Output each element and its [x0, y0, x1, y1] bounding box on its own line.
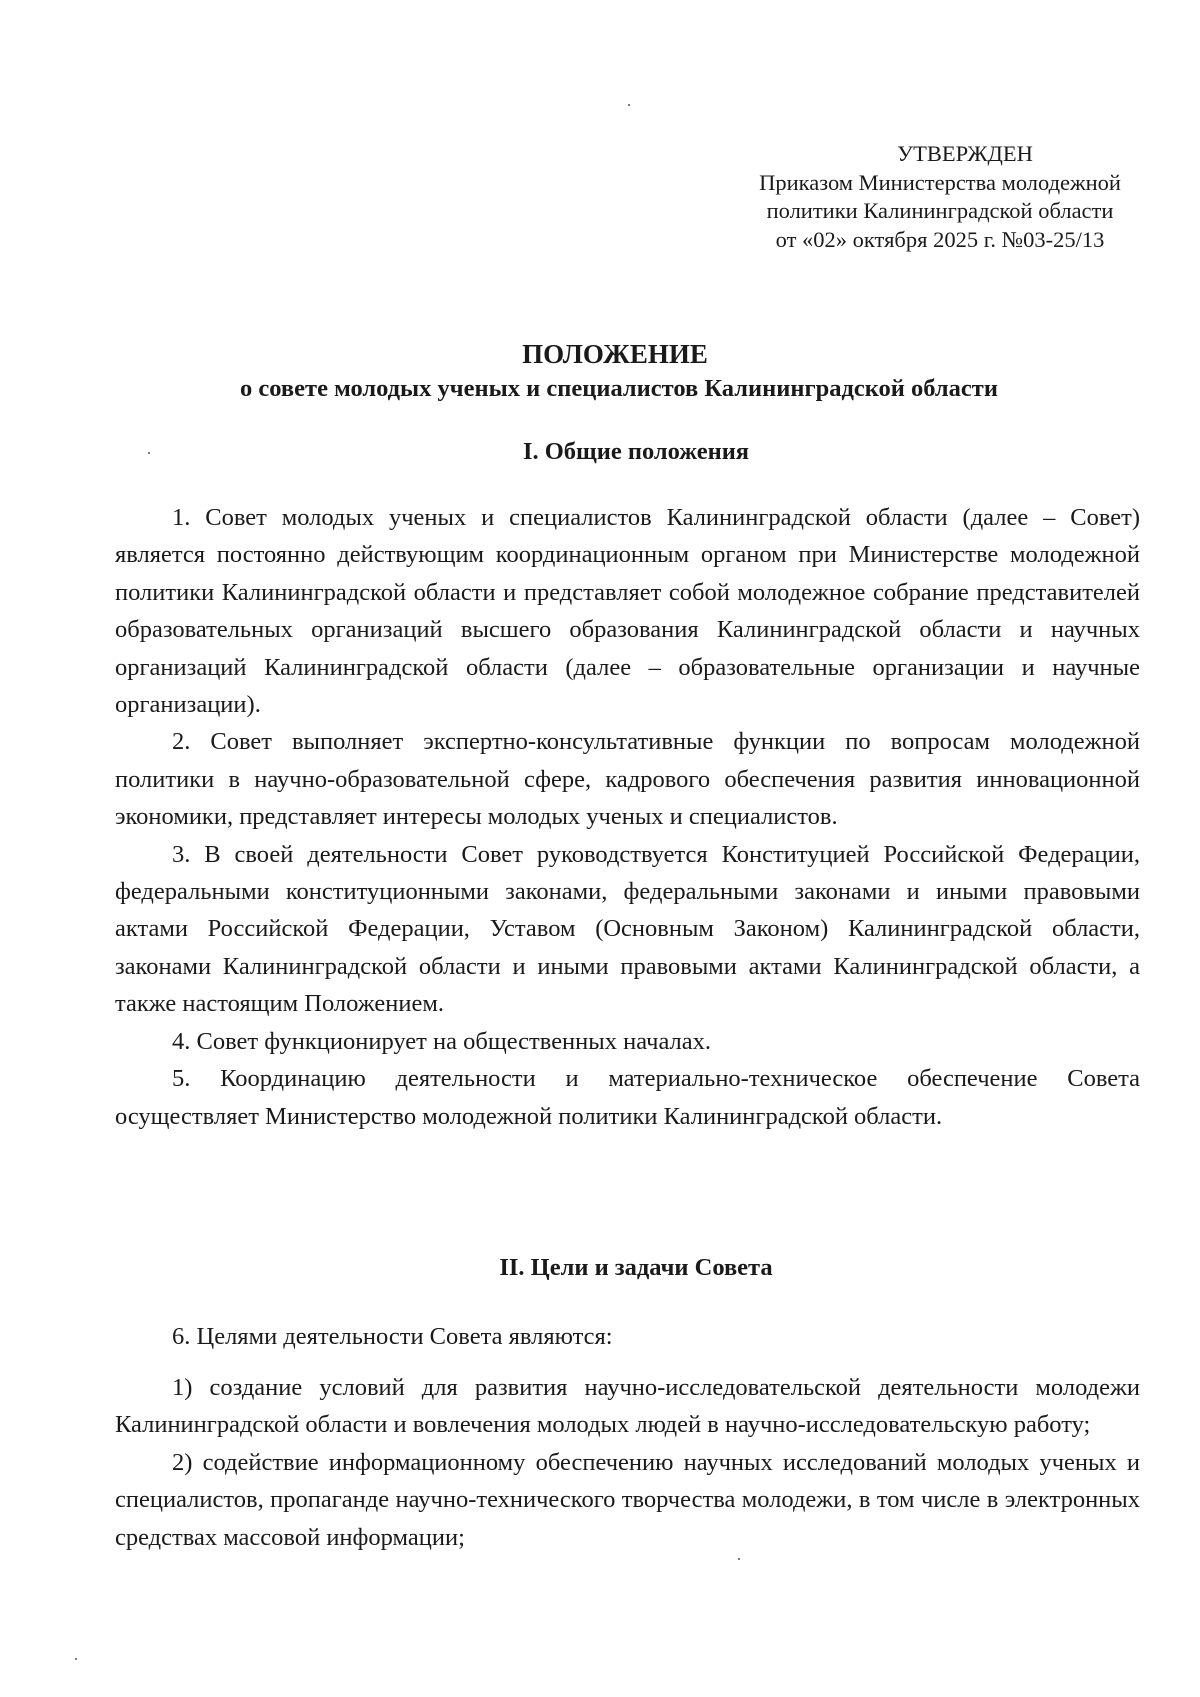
approval-line-2: политики Калининградской области — [766, 198, 1114, 223]
section-2-heading: II. Цели и задачи Совета — [499, 1254, 773, 1281]
approval-line-1: Приказом Министерства молодежной — [759, 169, 1121, 195]
document-subtitle: о совете молодых ученых и специалистов Калининградской области — [240, 375, 998, 402]
section-2-intro-block — [115, 1318, 1140, 1355]
approval-stamp-block — [740, 140, 1140, 254]
section-1-heading: I. Общие положения — [522, 438, 750, 465]
paragraph-4: 4. Совет функционирует на общественных началах. — [172, 1027, 712, 1055]
paragraph-6: 6. Целями деятельности Совета являются: — [172, 1323, 613, 1350]
paragraph-5: 5. Координацию деятельности и материально-техническое обеспечение Совета осуществляет Министерство молодежной политики Калининградской области. — [115, 1065, 1140, 1130]
document-title-block — [0, 337, 1200, 407]
document-title: ПОЛОЖЕНИЕ — [522, 339, 708, 369]
scan-speck — [148, 452, 150, 454]
goal-item-1: 1) создание условий для развития научно-исследовательской деятельности молодежи Калининградской области и вовлечения молодых людей в научно-исследовательскую работу; — [115, 1374, 1140, 1439]
goal-item-2: 2) содействие информационному обеспечению научных исследований молодых ученых и специалистов, пропаганде научно-технического творчества молодежи, в том числе в электронных средствах массовой информации; — [115, 1448, 1140, 1551]
scan-speck — [738, 1558, 740, 1560]
scan-speck — [75, 1658, 77, 1660]
approval-line-3: от «02» октября 2025 г. №03-25/13 — [775, 226, 1105, 252]
section-2-items — [115, 1369, 1140, 1556]
approval-title: УТВЕРЖДЕН — [897, 141, 1033, 166]
section-1-body — [115, 499, 1140, 1135]
paragraph-3: 3. В своей деятельности Совет руководствуется Конституцией Российской Федерации, федеральными конституционными законами, федеральными законами и иными правовыми актами Российской Федерации, Уставом (Основным Законом) Калининградской области, законами Калининградской области и иными правовыми актами Калининградской области, а также настоящим Положением. — [115, 840, 1140, 1018]
paragraph-2: 2. Совет выполняет экспертно-консультативные функции по вопросам молодежной политики в научно-образовательной сфере, кадрового обеспечения развития инновационной экономики, представляет интересы молодых ученых и специалистов. — [115, 728, 1140, 831]
paragraph-1: 1. Совет молодых ученых и специалистов Калининградской области (далее – Совет) является постоянно действующим координационным органом при Министерстве молодежной политики Калининградской области и представляет собой молодежное собрание представителей образовательных организаций высшего образования Калининградской области и научных организаций Калининградской области (далее – образовательные организации и научные организации). — [115, 504, 1140, 719]
scan-speck — [628, 104, 630, 106]
